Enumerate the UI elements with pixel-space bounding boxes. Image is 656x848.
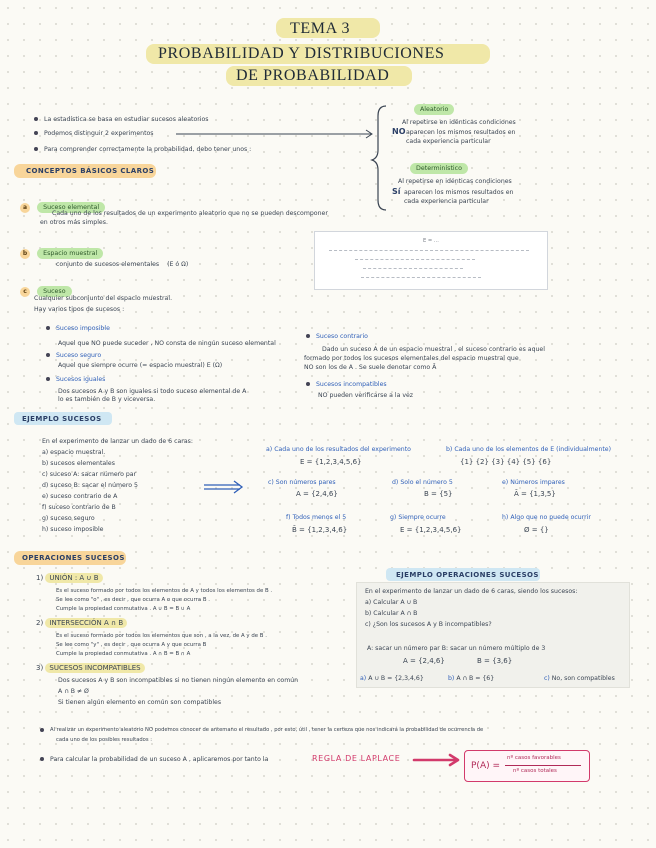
ejemplo-line: g) suceso seguro bbox=[42, 515, 95, 522]
sticky-scribble-1 bbox=[329, 250, 529, 251]
formula-numerator: nº casos favorables bbox=[507, 755, 561, 761]
interseccion-line-2: Se lee como "y" , es decir , que ocurra A y que ocurra B bbox=[56, 642, 207, 648]
ejemplo-line: b) sucesos elementales bbox=[42, 460, 115, 467]
answer-d-value: B = {5} bbox=[424, 490, 453, 498]
deterministico-si: Sí bbox=[392, 187, 401, 196]
answer-c-title: c) Son números pares bbox=[268, 479, 336, 486]
ejemplo-operaciones-box bbox=[356, 582, 630, 688]
tipo-incompatibles-label: Sucesos incompatibles bbox=[306, 381, 387, 390]
union-line-3: Cumple la propiedad conmutativa . A ∪ B = B ∪ A bbox=[56, 606, 191, 612]
title-line-1: PROBABILIDAD Y DISTRIBUCIONES bbox=[158, 45, 445, 62]
intro-bullet-1: La estadística se basa en estudiar sucesos aleatorios bbox=[34, 116, 209, 125]
bullet-icon bbox=[306, 382, 310, 386]
conceptos-heading: CONCEPTOS BÁSICOS CLAROS bbox=[26, 167, 155, 175]
answer-g-value: E = {1,2,3,4,5,6} bbox=[400, 526, 462, 534]
incompatibles-line-1: Dos sucesos A y B son incompatibles si no tienen ningún elemento en común bbox=[58, 677, 299, 684]
tipo-iguales-text-1: Dos sucesos A y B son iguales si todo suceso elemental de A bbox=[58, 388, 247, 395]
tipo-imposible-label: Suceso imposible bbox=[46, 325, 110, 334]
aleatorio-text-1: Al repetirse en idénticas condiciones bbox=[402, 119, 516, 126]
ejemplo-line: h) suceso imposible bbox=[42, 526, 104, 533]
interseccion-line-1: Es el suceso formado por todos los elementos que son , a la vez, de A y de B . bbox=[56, 633, 267, 639]
ejop-line: a) Calcular A ∪ B bbox=[365, 599, 418, 606]
deterministico-text-1: Al repetirse en idénticas condiciones bbox=[398, 178, 512, 185]
laplace-formula-box bbox=[464, 750, 590, 782]
sticky-scribble-4 bbox=[361, 277, 481, 278]
ejop-line: En el experimento de lanzar un dado de 6 caras, siendo los sucesos: bbox=[365, 588, 578, 595]
answer-f-value: B̄ = {1,2,3,4,6} bbox=[292, 526, 348, 534]
double-arrow-icon bbox=[202, 480, 246, 494]
tipo-iguales-text-2: lo es también de B y viceversa. bbox=[58, 396, 156, 403]
bullet-icon bbox=[40, 757, 44, 761]
ejemplo-sucesos-heading: EJEMPLO SUCESOS bbox=[22, 415, 102, 423]
answer-d-title: d) Solo el número 5 bbox=[392, 479, 453, 486]
label-aleatorio: Aleatorio bbox=[414, 104, 454, 115]
tipo-incompatibles-text: NO pueden verificarse a la vez bbox=[318, 392, 414, 399]
concept-b-desc: conjunto de sucesos elementales (E ó Ω) bbox=[56, 261, 189, 268]
ejemplo-line: c) suceso A: sacar número par bbox=[42, 471, 137, 478]
union-line-1: Es el suceso formado por todos los elementos de A y todos los elementos de B . bbox=[56, 588, 273, 594]
ejop-line: c) ¿Son los sucesos A y B incompatibles? bbox=[365, 621, 492, 628]
ejemplo-line: d) suceso B: sacar el número 5 bbox=[42, 482, 138, 489]
answer-f-title: f) Todos menos el 5 bbox=[286, 514, 347, 521]
answer-b-value: {1} {2} {3} {4} {5} {6} bbox=[460, 458, 552, 466]
answer-b-title: b) Cada uno de los elementos de E (individualmente) bbox=[446, 446, 612, 453]
tipo-iguales-label: Sucesos iguales bbox=[46, 376, 105, 385]
footer-line-1: Al realizar un experimento aleatorio NO podemos conocer de antemano el resultado , por esto, útil , tener la certeza que nos indicará la probabilidad de ocurrencia de bbox=[40, 726, 483, 735]
formula-denominator: nº casos totales bbox=[513, 768, 557, 774]
laplace-arrow-icon bbox=[412, 753, 464, 767]
interseccion-line-3: Cumple la propiedad conmutativa . A ∩ B = B ∩ A bbox=[56, 651, 191, 657]
answer-e-title: e) Números impares bbox=[502, 479, 565, 486]
ejop-def-line: A: sacar un número par B: sacar un número múltiplo de 3 bbox=[367, 645, 546, 652]
ejemplo-line: f) suceso contrario de B bbox=[42, 504, 116, 511]
footer-line-2: cada uno de los posibles resultados : bbox=[56, 737, 152, 743]
concept-b-label: Espacio muestral bbox=[37, 248, 103, 259]
interseccion-label: 2) INTERSECCIÓN A ∩ B bbox=[36, 619, 127, 628]
answer-c-value: A = {2,4,6} bbox=[296, 490, 338, 498]
ejop-line: b) Calcular A ∩ B bbox=[365, 610, 418, 617]
ejemplo-line: En el experimento de lanzar un dado de 6 caras: bbox=[42, 438, 193, 445]
concept-a-desc: Cada uno de los resultados de un experimento aleatorio que no se pueden descomponer bbox=[52, 210, 328, 217]
letter-badge: c bbox=[20, 287, 30, 297]
letter-badge: a bbox=[20, 203, 30, 213]
tipo-imposible-text: Aquel que NO puede suceder , NO consta de ningún suceso elemental bbox=[58, 340, 276, 347]
concept-c-desc2: Hay varios tipos de sucesos : bbox=[34, 306, 125, 313]
ejemplo-operaciones-heading: EJEMPLO OPERACIONES SUCESOS bbox=[396, 571, 539, 579]
ejemplo-line: a) espacio muestral. bbox=[42, 449, 106, 456]
aleatorio-text-3: cada experiencia particular bbox=[406, 138, 491, 145]
deterministico-text-2: aparecen los mismos resultados en bbox=[404, 189, 514, 196]
union-label: 1) UNIÓN : A ∪ B bbox=[36, 574, 103, 583]
sticky-scribble-3 bbox=[363, 268, 463, 269]
tipo-contrario-text-2: formado por todos los sucesos elementales del espacio muestral que bbox=[304, 355, 519, 362]
title-line-2: DE PROBABILIDAD bbox=[236, 67, 390, 84]
aleatorio-no: NO bbox=[392, 127, 406, 136]
operaciones-heading: OPERACIONES SUCESOS bbox=[22, 554, 125, 562]
tipo-contrario-text-1: Dado un suceso A de un espacio muestral , el suceso contrario es aquel bbox=[322, 346, 545, 353]
label-deterministico: Determinístico bbox=[410, 163, 468, 174]
concept-a-label: Suceso elemental bbox=[37, 202, 105, 213]
formula-bar bbox=[505, 765, 581, 766]
title-tema: TEMA 3 bbox=[290, 20, 351, 37]
sticky-note bbox=[314, 231, 548, 290]
tipo-contrario-text-3: NO son los de A . Se suele denotar como Ā bbox=[304, 364, 437, 371]
ejop-answer-b: b) A ∩ B = {6} bbox=[448, 675, 495, 682]
answer-a-title: a) Cada uno de los resultados del experimento bbox=[266, 446, 411, 453]
ejop-set-b: B = {3,6} bbox=[477, 657, 513, 665]
laplace-intro: Para calcular la probabilidad de un suceso A , aplicaremos por tanto la bbox=[40, 756, 268, 765]
concept-b bbox=[20, 240, 103, 259]
answer-g-title: g) Siempre ocurre bbox=[390, 514, 446, 521]
deterministico-text-3: cada experiencia particular bbox=[404, 198, 489, 205]
sticky-line: E = ... bbox=[423, 238, 439, 244]
ejop-set-a: A = {2,4,6} bbox=[403, 657, 445, 665]
intro-bullet-2: Podemos distinguir 2 experimentos bbox=[34, 130, 154, 139]
intro-bullet-3: Para comprender correctamente la probabilidad, debo tener unos : bbox=[34, 146, 251, 155]
laplace-label: REGLA DE LAPLACE bbox=[312, 754, 401, 763]
tipo-seguro-text: Aquel que siempre ocurre (= espacio muestral) E (Ω) bbox=[58, 362, 223, 369]
bullet-icon bbox=[46, 326, 50, 330]
concept-a-desc2: en otros más simples. bbox=[40, 219, 108, 226]
tipo-contrario-label: Suceso contrario bbox=[306, 333, 368, 342]
letter-badge: b bbox=[20, 249, 30, 259]
union-line-2: Se lee como "o" , es decir , que ocurra A o que ocurra B . bbox=[56, 597, 210, 603]
ejemplo-line: e) suceso contrario de A bbox=[42, 493, 118, 500]
aleatorio-text-2: aparecen los mismos resultados en bbox=[406, 129, 516, 136]
answer-a-value: E = {1,2,3,4,5,6} bbox=[300, 458, 362, 466]
incompatibles-line-2: A ∩ B ≠ Ø bbox=[58, 688, 89, 695]
bullet-icon bbox=[46, 353, 50, 357]
concept-c-label: Suceso bbox=[37, 286, 71, 297]
answer-h-title: h) Algo que no puede ocurrir bbox=[502, 514, 591, 521]
ejop-answer-c: c) No, son compatibles bbox=[544, 675, 615, 682]
tipo-seguro-label: Suceso seguro bbox=[46, 352, 101, 361]
answer-e-value: Ā = {1,3,5} bbox=[514, 490, 556, 498]
answer-h-value: Ø = {} bbox=[524, 526, 549, 534]
ejop-answer-a: a) A ∪ B = {2,3,4,6} bbox=[360, 675, 424, 682]
incompatibles-label: 3) SUCESOS INCOMPATIBLES bbox=[36, 664, 145, 673]
ejemplo-sucesos-box bbox=[34, 434, 192, 544]
concept-c-desc: Cualquier subconjunto del espacio muestral. bbox=[34, 295, 173, 302]
formula-lhs: P(A) = bbox=[471, 761, 501, 771]
bullet-icon bbox=[46, 377, 50, 381]
bullet-icon bbox=[306, 334, 310, 338]
bullet-icon bbox=[40, 728, 44, 732]
sticky-scribble-2 bbox=[355, 259, 475, 260]
incompatibles-line-3: Si tienen algún elemento en común son compatibles bbox=[58, 699, 222, 706]
